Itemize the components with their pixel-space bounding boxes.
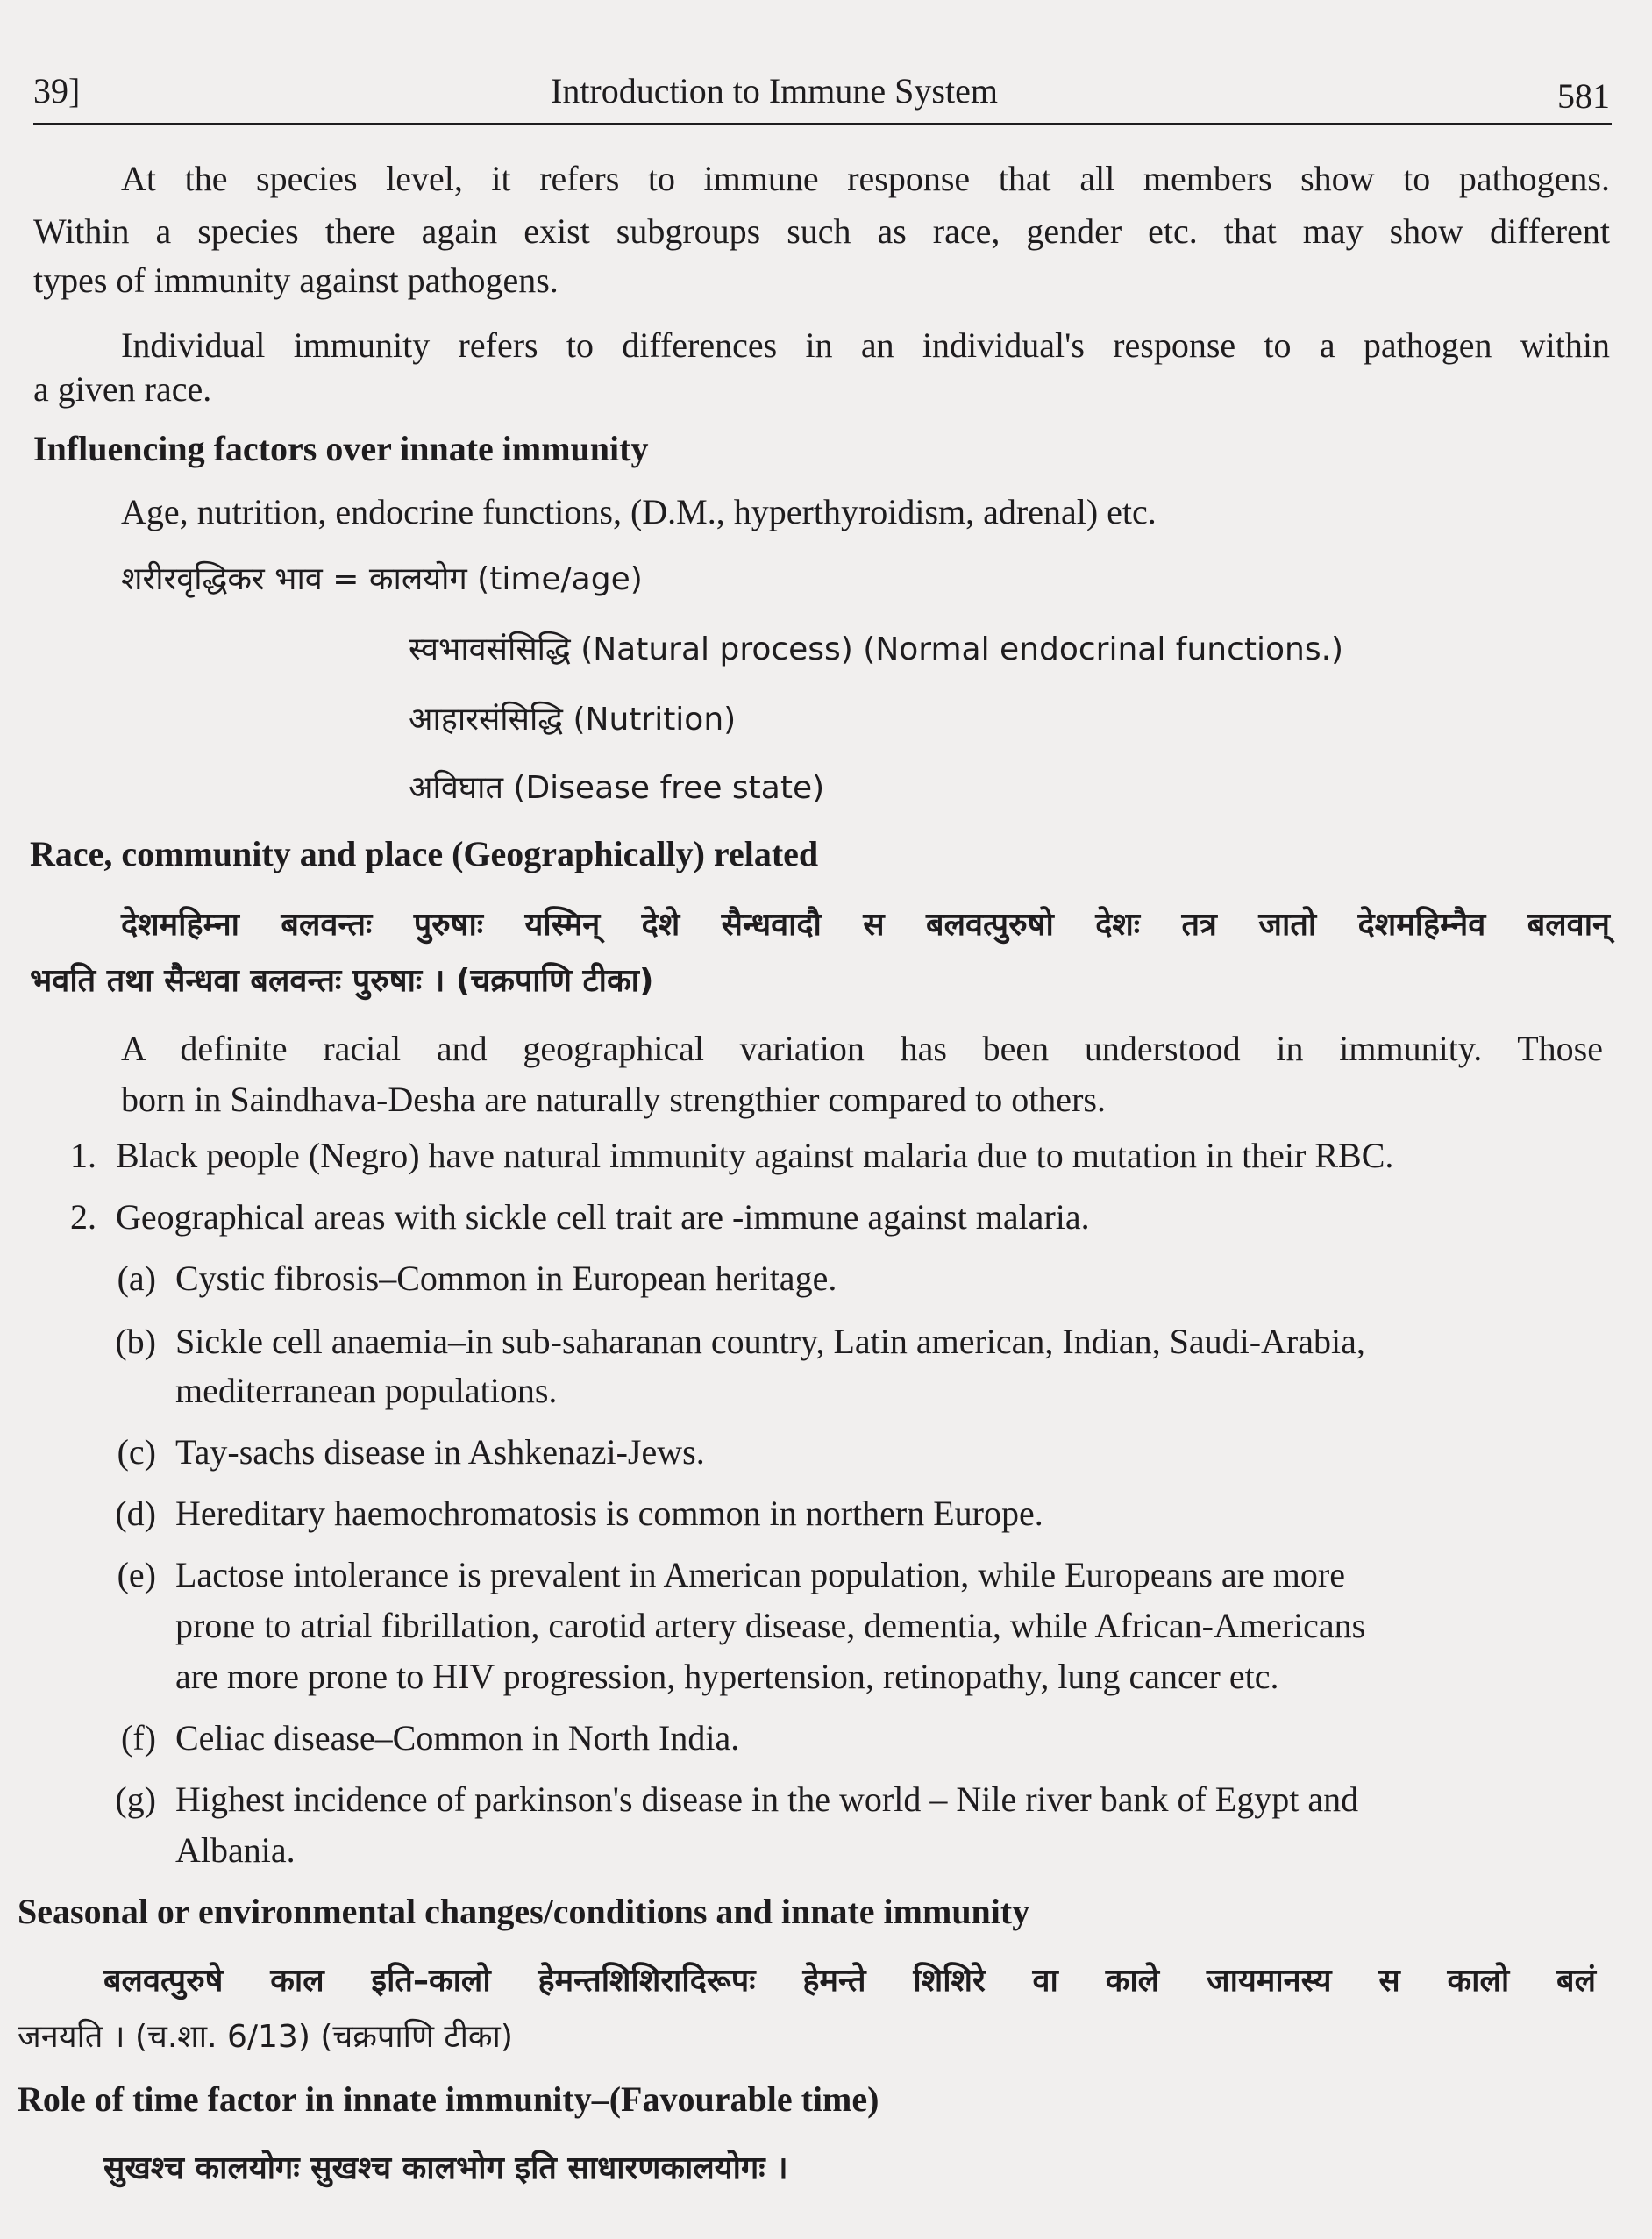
list-item: Celiac disease–Common in North India. (175, 1718, 740, 1758)
sanskrit-verse-line: भवति तथा सैन्धवा बलवन्तः पुरुषाः । (चक्रपाणि टीका) (30, 963, 654, 999)
sanskrit-verse-line: जनयति । (च.शा. 6/13) (चक्रपाणि टीका) (18, 2019, 513, 2055)
list-item: Tay-sachs disease in Ashkenazi-Jews. (175, 1432, 705, 1472)
list-item: Lactose intolerance is prevalent in American population, while Europeans are more (175, 1555, 1345, 1594)
list-item-continuation: Albania. (175, 1830, 296, 1870)
section-heading: Role of time factor in innate immunity–(Favourable time) (18, 2079, 879, 2119)
list-item: Highest incidence of parkinson's disease in the world – Nile river bank of Egypt and (175, 1779, 1359, 1819)
header-rule (33, 123, 1612, 125)
list-item: Cystic fibrosis–Common in European heritage. (175, 1259, 837, 1298)
sanskrit-verse-line: सुखश्च कालयोगः सुखश्च कालभोग इति साधारणकालयोगः । (103, 2150, 788, 2186)
list-item-continuation: mediterranean populations. (175, 1371, 558, 1410)
list-item-continuation: prone to atrial fibrillation, carotid artery disease, dementia, while African-Americans (175, 1606, 1366, 1645)
sanskrit-verse-line: बलवत्पुरुषे काल इति–कालो हेमन्तशिशिरादिरूपः हेमन्ते शिशिरे वा काले जायमानस्य स कालो बलं (103, 1963, 1596, 1999)
paragraph-line: a given race. (33, 369, 212, 409)
list-item: Hereditary haemochromatosis is common in northern Europe. (175, 1494, 1043, 1533)
list-item: Sickle cell anaemia–in sub-saharanan country, Latin american, Indian, Saudi-Arabia, (175, 1322, 1365, 1361)
factors-line: Age, nutrition, endocrine functions, (D.M., hyperthyroidism, adrenal) etc. (121, 492, 1157, 531)
list-label: (g) (115, 1779, 156, 1819)
page-number: 581 (1557, 76, 1610, 116)
paragraph-line: types of immunity against pathogens. (33, 260, 559, 300)
sanskrit-verse-line: देशमहिम्ना बलवन्तः पुरुषाः यस्मिन् देशे सैन्धवादौ स बलवत्पुरुषो देशः तत्र जातो देशमहिम्नैव बलवान् (121, 907, 1610, 943)
list-item: Black people (Negro) have natural immunity against malaria due to mutation in their RBC. (116, 1136, 1394, 1175)
list-item: Geographical areas with sickle cell trait are -immune against malaria. (116, 1197, 1090, 1237)
chapter-number: 39] (33, 71, 81, 111)
section-heading: Race, community and place (Geographically) related (30, 834, 819, 873)
paragraph-line: Individual immunity refers to differences in an individual's response to a pathogen within (121, 325, 1610, 365)
list-label: (a) (117, 1259, 156, 1298)
paragraph-line: At the species level, it refers to immune response that all members show to pathogens. (121, 159, 1610, 198)
paragraph-line: Within a species there again exist subgroups such as race, gender etc. that may show different (33, 211, 1610, 251)
list-label: (b) (115, 1322, 156, 1361)
bhava-item: अविघात (Disease free state) (409, 770, 825, 806)
list-label: (c) (117, 1432, 156, 1472)
bhava-item: आहारसंसिद्धि (Nutrition) (409, 702, 737, 738)
list-label: (f) (121, 1718, 156, 1758)
list-number: 2. (70, 1197, 96, 1237)
bhava-first-line (121, 556, 643, 599)
list-number: 1. (70, 1136, 96, 1175)
list-label: (e) (117, 1555, 156, 1594)
running-title: Introduction to Immune System (551, 71, 998, 111)
list-item-continuation: are more prone to HIV progression, hypertension, retinopathy, lung cancer etc. (175, 1657, 1279, 1696)
bhava-item: कालयोग (time/age) (368, 561, 643, 597)
paragraph-line: A definite racial and geographical variation has been understood in immunity. Those (121, 1029, 1603, 1068)
sanskrit-term: शरीरवृद्धिकर भाव = (121, 561, 369, 597)
bhava-item: स्वभावसंसिद्धि (Natural process) (Normal endocrinal functions.) (409, 631, 1344, 667)
list-label: (d) (115, 1494, 156, 1533)
section-heading: Influencing factors over innate immunity (33, 429, 649, 468)
paragraph-line: born in Saindhava-Desha are naturally strengthier compared to others. (121, 1080, 1106, 1119)
section-heading: Seasonal or environmental changes/conditions and innate immunity (18, 1892, 1030, 1931)
